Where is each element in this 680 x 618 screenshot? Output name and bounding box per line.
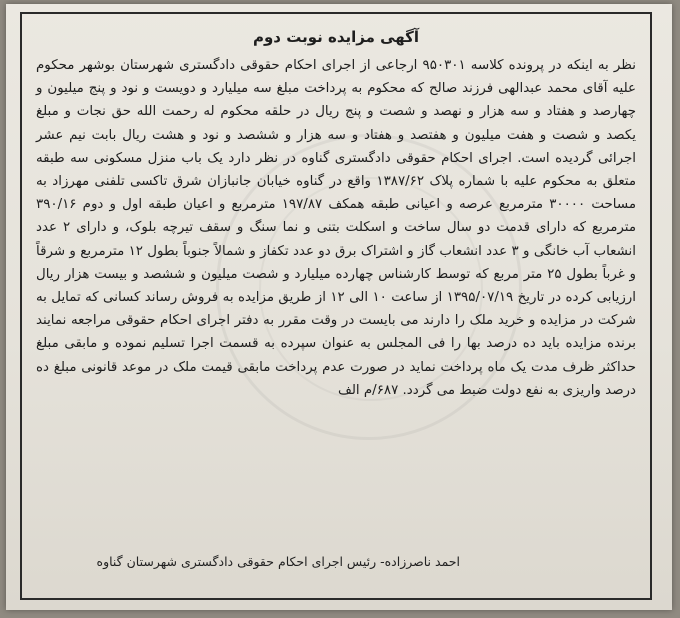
announcement-paragraph: نظر به اینکه در پرونده کلاسه ۹۵۰۳۰۱ ارجاعی از اجرای احکام حقوقی دادگستری شهرستان بوشهر محکوم علیه آقای محمد عبدالهی فرزند صالح که محکوم به پرداخت مبلغ سه میلیارد و دویست و نود و پنج میلیون و چهارصد و هفتاد و سه هزار و نهصد و شصت و پنج ریال در حلقه محکوم له رحمت الله حق نجات و مبلغ یکصد و شصت و هفت میلیون و هفتصد و هفتاد و سه هزار و ششصد و نود و هشت ریال بابت نیم عشر اجرائی گردیده است. اجرای احکام حقوقی دادگستری گناوه در نظر دارد یک باب منزل مسکونی سه طبقه متعلق به محکوم علیه با شماره پلاک ۱۳۸۷/۶۲ واقع در گناوه خیابان جانبازان شرق تاکسی تلفنی مهرزاد به مساحت ۳۰۰۰۰ مترمربع عرصه و اعیانی طبقه همکف ۱۹۷/۸۷ مترمربع و اعیان طبقه اول و دوم ۳۹۰/۱۶ مترمربع که دارای قدمت دو سال ساخت و اسکلت بتنی و نما سنگ و سقف تیرچه بلوک، و دارای ۲ عدد انشعاب آب خانگی و ۳ عدد انشعاب گاز و اشتراک برق دو عدد تکفاز و شمالاً جنوباً بطول ۱۲ مترمربع و شرقاً و غرباً بطول ۲۵ متر مربع که توسط کارشناس چهارده میلیارد و شصت میلیون و ششصد و بیست هزار ریال ارزیابی کرده در تاریخ ۱۳۹۵/۰۷/۱۹ از ساعت ۱۰ الی ۱۲ از طریق مزایده به فروش رساند کسانی که تمایل به شرکت در مزایده و خرید ملک را دارند می بایست در وقت مقرر به دفتر اجرای احکام حقوقی مراجعه نمایند برنده مزایده باید ده درصد بها را فی المجلس به عنوان سپرده به قسمت اجرا تسلیم نموده و مابقی مبلغ حداکثر ظرف مدت یک ماه پرداخت نماید در صورت عدم پرداخت مابقی قیمت ملک در موعد قانونی مبلغ ده درصد واریزی به نفع دولت ضبط می گردد. ۶۸۷/م الف (36, 58, 637, 398)
announcement-signature: احمد ناصرزاده- رئیس اجرای احکام حقوقی دادگستری شهرستان گناوه (96, 554, 460, 569)
announcement-frame (20, 12, 652, 600)
announcement-title: آگهی مزایده نوبت دوم (252, 28, 420, 46)
announcement-body (36, 54, 636, 402)
newspaper-clipping (6, 4, 672, 610)
